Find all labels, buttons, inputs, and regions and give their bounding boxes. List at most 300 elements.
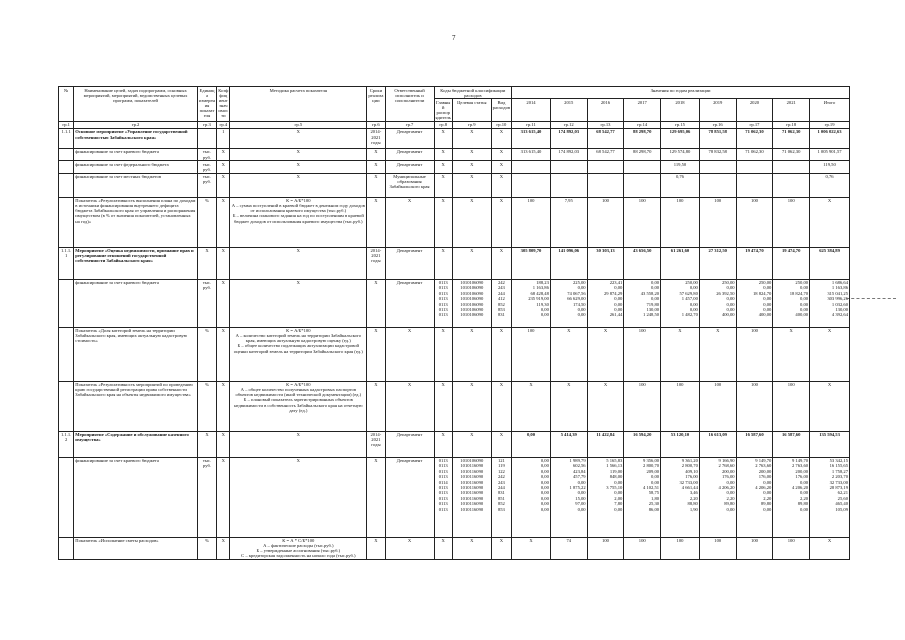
year-value-cell: [661, 279, 700, 327]
value-line: 4 206,20: [755, 485, 772, 490]
responsible-cell: Х: [385, 197, 434, 247]
row-number: [59, 197, 74, 247]
value-line: 2 800,70: [643, 463, 660, 469]
year-value-cell: [699, 161, 736, 173]
grbs-cell: Х: [434, 537, 452, 560]
grbs-cell: Х: [434, 327, 452, 381]
value-line: 16 155,65: [829, 463, 848, 469]
year-value-cell: [587, 279, 624, 327]
value-line: 89,80: [797, 501, 809, 507]
value-line: 2,20: [800, 495, 809, 501]
value-line: 1 248,50: [643, 312, 660, 318]
code-line: 122: [497, 468, 505, 474]
column-number: гр.18: [773, 121, 810, 128]
value-line: 9 149,70: [791, 458, 809, 464]
value-line: 0,00: [689, 301, 698, 307]
code-line: 1010106090: [460, 307, 484, 312]
value-line: 2 768,60: [718, 463, 735, 469]
year-value-cell: 100: [736, 197, 773, 247]
responsible-cell: Департамент: [385, 161, 434, 173]
coef-cell: Х: [217, 148, 230, 160]
coef-cell: Х: [217, 173, 230, 197]
code-line: 1010116090: [460, 495, 484, 501]
year-value-cell: 27 312,50: [699, 247, 736, 279]
responsible-cell: Департамент: [385, 247, 434, 279]
value-line: 18 824,70: [789, 290, 809, 296]
row-number: [59, 161, 74, 173]
year-value-cell: 100: [512, 197, 551, 247]
year-value-cell: [550, 173, 587, 197]
value-line: 2 800,70: [681, 463, 698, 469]
value-line: 9 361,20: [681, 458, 698, 464]
code-line: 1010106090: [460, 296, 484, 302]
code-line: 0113: [438, 485, 448, 490]
method-cell: Х: [230, 173, 367, 197]
method-line: Б – плановый показатель зарегистрированных объектов недвижимости в собственность Забайкальского края на отчетную дату (ед.): [234, 397, 363, 413]
hdr-values-by-year: Значения по годам реализации: [512, 87, 850, 99]
target-cell: Х: [452, 327, 491, 381]
value-line: 400,00: [721, 312, 735, 318]
value-line: 250,00: [795, 280, 809, 286]
target-cell: Х: [452, 537, 491, 560]
column-number: гр.1: [59, 121, 74, 128]
coef-cell: Х: [217, 381, 230, 431]
method-cell: Х: [230, 128, 367, 148]
value-line: 32 733,00: [679, 479, 698, 485]
year-value-cell: 100: [587, 537, 624, 560]
code-line: 119: [498, 463, 505, 469]
unit-cell: Х: [197, 431, 216, 457]
column-number: гр.10: [491, 121, 511, 128]
value-line: 223,41: [609, 280, 623, 286]
coef-cell: Х: [217, 537, 230, 560]
value-line: 0,00: [614, 506, 623, 512]
hdr-name: Наименование целей, задач подпрограмм, основных мероприятий, мероприятий, ведомственных целевых программ, показателей: [74, 87, 197, 122]
year-value-cell: 305 809,70: [512, 247, 551, 279]
value-line: 0,00: [763, 307, 772, 312]
code-line: 852: [497, 301, 505, 307]
exptype-cell: [491, 279, 511, 327]
code-line: 1010116090: [460, 479, 484, 485]
year-value-cell: [587, 457, 624, 537]
code-line: 1010116090: [460, 485, 484, 490]
value-line: 0,00: [800, 490, 809, 496]
year-value-cell: [773, 457, 810, 537]
year-value-cell: [661, 457, 700, 537]
hdr-year: 2015: [550, 99, 587, 122]
method-line: А – фактические расходы (тыс.руб.): [263, 543, 334, 549]
year-value-cell: 74: [550, 537, 587, 560]
year-value-cell: 100: [624, 381, 661, 431]
value-line: 0,00: [726, 490, 735, 496]
year-value-cell: 68 542,77: [587, 128, 624, 148]
year-value-cell: 100: [512, 327, 551, 381]
value-line: 130,00: [835, 307, 848, 312]
hdr-grbs: Главный распорядитель: [435, 99, 451, 121]
value-line: 0,00: [763, 479, 772, 485]
code-line: 831: [497, 490, 505, 496]
value-line: 9 356,00: [643, 458, 660, 464]
value-line: 176,00: [685, 474, 698, 480]
year-value-cell: 100: [624, 197, 661, 247]
coef-cell: Х: [217, 247, 230, 279]
year-value-cell: [624, 457, 661, 537]
year-value-cell: 7,95: [550, 197, 587, 247]
value-line: 62,21: [837, 490, 848, 496]
code-line: 242: [497, 280, 505, 286]
coef-cell: Х: [217, 327, 230, 381]
value-line: 174,50: [572, 301, 586, 307]
value-line: 409,10: [685, 468, 698, 474]
method-cell: Х: [230, 247, 367, 279]
value-line: 18 824,70: [752, 290, 772, 296]
code-line: 1010116090: [460, 463, 484, 469]
value-line: 0,00: [800, 307, 809, 312]
unit-cell: тыс. руб.: [197, 148, 216, 160]
value-line: 53 342,15: [829, 458, 848, 464]
table-row: [59, 173, 850, 197]
exptype-cell: Х: [491, 381, 511, 431]
year-value-cell: 129 574,80: [661, 148, 700, 160]
code-line: 0113: [438, 280, 448, 286]
value-line: 0,00: [540, 312, 549, 318]
exptype-cell: Х: [491, 327, 511, 381]
year-value-cell: [736, 279, 773, 327]
year-value-cell: 78 851,58: [699, 128, 736, 148]
value-line: 0,00: [763, 296, 772, 302]
value-line: 0,00: [614, 285, 623, 291]
row-name: финансирование за счет краевого бюджета: [74, 148, 197, 160]
year-value-cell: Х: [512, 381, 551, 431]
year-value-cell: 1 005 901,57: [810, 148, 850, 160]
code-line: 0113: [438, 501, 448, 507]
value-line: 0,00: [540, 506, 549, 512]
term-cell: 2014-2021 годы: [367, 247, 385, 279]
hdr-target: Целевая статья: [452, 99, 491, 122]
unit-cell: тыс. руб.: [197, 279, 216, 327]
value-line: 250,00: [685, 280, 698, 286]
hdr-year: 2020: [736, 99, 773, 122]
year-value-cell: [587, 161, 624, 173]
year-value-cell: 11 422,84: [587, 431, 624, 457]
target-cell: Х: [452, 197, 491, 247]
value-line: 4 661,44: [681, 485, 698, 490]
unit-cell: тыс. руб.: [197, 161, 216, 173]
year-value-cell: 71 062,30: [773, 148, 810, 160]
column-number: гр.19: [810, 121, 850, 128]
value-line: 74 067,56: [567, 290, 586, 296]
target-cell: [452, 279, 491, 327]
value-line: 1 163,86: [532, 285, 549, 291]
value-line: 4 206,20: [718, 485, 735, 490]
column-number: гр.3: [197, 121, 216, 128]
year-value-cell: 16 613,09: [699, 431, 736, 457]
row-number: 1.1.1.2: [59, 431, 74, 457]
code-line: 851: [497, 495, 505, 501]
code-line: 0113: [438, 296, 448, 302]
target-cell: Х: [452, 128, 491, 148]
row-number: [59, 381, 74, 431]
code-line: 244: [497, 485, 505, 490]
value-line: 3 755,10: [606, 485, 623, 490]
target-cell: Х: [452, 173, 491, 197]
code-line: 243: [497, 285, 505, 291]
year-value-cell: 100: [699, 381, 736, 431]
value-line: 0,00: [540, 495, 549, 501]
table-row: [59, 128, 850, 148]
year-value-cell: [550, 161, 587, 173]
grbs-cell: [434, 279, 452, 327]
exptype-cell: Х: [491, 148, 511, 160]
method-line: Б – общее количество подлежащих актуализации кадастровой оценки категорий земель на территории Забайкальского края (ед.): [233, 343, 363, 354]
code-line: 243: [497, 479, 505, 485]
code-line: 0114: [438, 479, 448, 485]
value-line: 457,79: [572, 474, 586, 480]
year-value-cell: Х: [587, 327, 624, 381]
row-number: 1.1.1.1: [59, 247, 74, 279]
year-value-cell: 100: [661, 381, 700, 431]
year-value-cell: 71 062,30: [736, 128, 773, 148]
year-value-cell: 141 096,06: [550, 247, 587, 279]
exptype-cell: Х: [491, 173, 511, 197]
column-number: гр.9: [452, 121, 491, 128]
value-line: 200,00: [795, 468, 809, 474]
code-line: 0113: [438, 285, 448, 291]
hdr-term: Сроки реализации: [367, 87, 385, 122]
value-line: 0,00: [614, 296, 623, 302]
row-name: Мероприятие «Оценка недвижимости, признание прав и регулирование отношений государственной собственности Забайкальского края»: [74, 247, 197, 279]
code-line: 0113: [438, 290, 448, 296]
code-line: 1010116090: [460, 506, 484, 512]
term-cell: Х: [367, 197, 385, 247]
value-line: 0,00: [726, 301, 735, 307]
term-cell: Х: [367, 279, 385, 327]
year-value-cell: 100: [624, 327, 661, 381]
code-line: 1010116090: [460, 501, 484, 507]
value-line: 0,00: [577, 312, 586, 318]
value-line: 0,00: [577, 506, 586, 512]
code-line: 0113: [438, 490, 448, 496]
value-line: 0,00: [540, 479, 549, 485]
target-cell: Х: [452, 247, 491, 279]
value-line: 1 758,27: [831, 468, 848, 474]
value-line: 0,00: [800, 301, 809, 307]
row-name: Показатель «Доля категорий земель на территории Забайкальского края, имеющих актуальную кадастровую стоимость»: [74, 327, 197, 381]
value-line: 9 166,90: [718, 458, 735, 464]
code-line: 1010106090: [460, 312, 484, 318]
responsible-cell: Х: [385, 327, 434, 381]
column-number: гр.14: [624, 121, 661, 128]
value-line: 4 102,51: [643, 485, 660, 490]
value-line: 303 996,26: [827, 296, 848, 302]
value-line: 88,80: [687, 501, 698, 507]
year-value-cell: [810, 457, 850, 537]
unit-cell: %: [197, 197, 216, 247]
value-line: 97,00: [575, 501, 586, 507]
value-line: 0,00: [726, 506, 735, 512]
value-line: 0,00: [540, 501, 549, 507]
term-cell: 2014-2021 годы: [367, 431, 385, 457]
value-line: 0,00: [540, 485, 549, 490]
year-value-cell: Х: [661, 327, 700, 381]
value-line: 2,00: [614, 495, 623, 501]
value-line: 119,00: [609, 468, 623, 474]
value-line: 29 874,29: [603, 290, 623, 296]
year-value-cell: [587, 173, 624, 197]
code-line: 0113: [438, 506, 448, 512]
value-line: 4 206,20: [791, 485, 809, 490]
method-cell: Х: [230, 279, 367, 327]
value-line: 43 558,20: [640, 290, 660, 296]
code-line: 1010106090: [460, 301, 484, 307]
target-cell: Х: [452, 148, 491, 160]
value-line: 0,00: [726, 307, 735, 312]
value-line: 315 041,25: [827, 290, 848, 296]
value-line: 0,00: [800, 506, 809, 512]
unit-cell: Х: [197, 247, 216, 279]
hdr-coef: Коэффициент значимости: [217, 87, 230, 122]
year-value-cell: 43 656,50: [624, 247, 661, 279]
year-value-cell: Х: [587, 381, 624, 431]
term-cell: Х: [367, 173, 385, 197]
method-cell: [230, 327, 367, 381]
year-value-cell: Х: [550, 381, 587, 431]
row-number: 1.1.1: [59, 128, 74, 148]
year-value-cell: [624, 173, 661, 197]
row-number: [59, 457, 74, 537]
year-value-cell: 100: [773, 197, 810, 247]
year-value-cell: Х: [550, 327, 587, 381]
method-line: Б – величина планового задания на год по поступлениям в краевой бюджет доходов от использования краевого имущества (тыс.руб.): [232, 213, 364, 224]
value-line: 1 566,13: [606, 463, 623, 469]
value-line: 423,84: [572, 468, 586, 474]
year-value-cell: [512, 279, 551, 327]
column-number: гр.11: [512, 121, 551, 128]
value-line: 0,00: [800, 296, 809, 302]
code-line: 852: [497, 501, 505, 507]
value-line: 1 457,00: [681, 296, 698, 302]
coef-cell: Х: [217, 431, 230, 457]
value-line: 1 686,64: [831, 280, 848, 286]
code-line: 242: [497, 474, 505, 480]
value-line: 2 763,60: [791, 463, 809, 469]
colnum-row: [59, 121, 850, 128]
method-cell: Х: [230, 161, 367, 173]
row-name: Показатель «Результативность выполнения плана по доходам в источники финансирования внутреннего дефицита бюджета Забайкальского края от управления и распоряжения имуществом (в % от значения показателей, установленных на год)»: [74, 197, 197, 247]
value-line: 1 875,22: [569, 485, 586, 490]
value-line: 719,80: [646, 301, 660, 307]
code-line: 0113: [438, 301, 448, 307]
value-line: 119,30: [536, 301, 549, 307]
value-line: 26 392,50: [716, 290, 735, 296]
table-row: [59, 327, 850, 381]
year-value-cell: 53 120,10: [661, 431, 700, 457]
year-value-cell: 88 298,70: [624, 148, 661, 160]
row-number: [59, 279, 74, 327]
value-line: 0,00: [577, 479, 586, 485]
value-line: 2,20: [726, 495, 735, 501]
year-value-cell: 119,50: [810, 161, 850, 173]
value-line: 176,00: [721, 474, 735, 480]
year-value-cell: 5 414,39: [550, 431, 587, 457]
responsible-cell: Департамент: [385, 431, 434, 457]
row-number: [59, 537, 74, 560]
value-line: 5 165,83: [606, 458, 623, 464]
value-line: 0,00: [577, 285, 586, 291]
year-value-cell: 16 587,60: [736, 431, 773, 457]
value-line: 105,09: [835, 506, 848, 512]
term-cell: 2014-2021 годы: [367, 128, 385, 148]
grbs-cell: [434, 457, 452, 537]
value-line: 0,00: [800, 285, 809, 291]
value-line: 2,20: [689, 495, 698, 501]
value-line: 250,00: [758, 280, 772, 286]
year-value-cell: Х: [773, 327, 810, 381]
year-value-cell: [512, 161, 551, 173]
method-line: С – кредиторская задолженность на начало года (тыс.руб.): [241, 553, 356, 559]
year-value-cell: [736, 457, 773, 537]
code-line: 0113: [438, 463, 448, 469]
value-line: 32 733,00: [829, 479, 848, 485]
target-cell: Х: [452, 381, 491, 431]
table-row: [59, 279, 850, 327]
row-name: финансирование за счет федерального бюджета: [74, 161, 197, 173]
year-value-cell: 100: [661, 197, 700, 247]
value-line: 0,00: [540, 463, 549, 469]
year-value-cell: 1 006 022,63: [810, 128, 850, 148]
value-line: 0,00: [689, 285, 698, 291]
grbs-cell: Х: [434, 247, 452, 279]
year-value-cell: 100: [773, 537, 810, 560]
year-value-cell: [624, 161, 661, 173]
page-number: 7: [452, 34, 456, 42]
year-value-cell: 0,76: [810, 173, 850, 197]
value-line: 848,00: [609, 474, 623, 480]
coef-cell: Х: [217, 279, 230, 327]
exptype-cell: Х: [491, 247, 511, 279]
value-line: 0,00: [651, 474, 660, 480]
exptype-cell: Х: [491, 431, 511, 457]
unit-cell: тыс. руб.: [197, 173, 216, 197]
method-line: К = А/Б*100: [286, 198, 311, 204]
header-row-1: [59, 87, 850, 99]
row-number: [59, 327, 74, 381]
exptype-cell: [491, 457, 511, 537]
value-line: 209,00: [646, 468, 660, 474]
year-value-cell: 135 594,53: [810, 431, 850, 457]
year-value-cell: [773, 279, 810, 327]
code-line: 831: [497, 312, 505, 318]
value-line: 0,00: [651, 280, 660, 286]
column-number: гр.4: [217, 121, 230, 128]
hdr-year: 2019: [699, 99, 736, 122]
year-value-cell: 19 474,70: [736, 247, 773, 279]
value-line: 0,00: [540, 474, 549, 480]
value-line: 0,00: [540, 468, 549, 474]
program-table: [58, 86, 850, 560]
code-line: 1010106090: [460, 290, 484, 296]
year-value-cell: 100: [699, 197, 736, 247]
table-row: [59, 148, 850, 160]
hdr-exptype: Вид расходов: [491, 99, 511, 122]
value-line: 0,00: [614, 490, 623, 496]
code-line: 0113: [438, 468, 448, 474]
responsible-cell: Департамент: [385, 128, 434, 148]
value-line: 0,00: [763, 301, 772, 307]
column-number: гр.12: [550, 121, 587, 128]
method-line: Б – утвержденные ассигнования (тыс.руб.): [256, 548, 341, 554]
value-line: 400,00: [795, 312, 809, 318]
